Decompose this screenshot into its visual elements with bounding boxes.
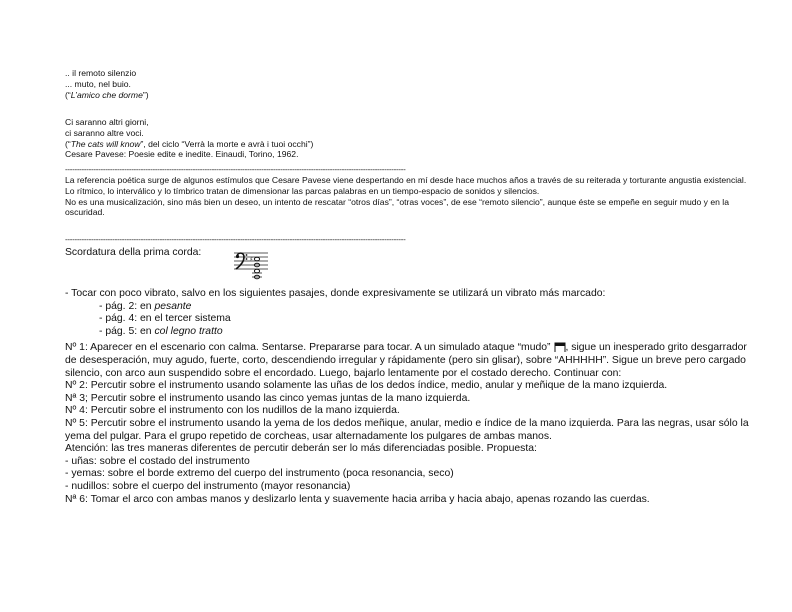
page-ref: - pág. 4: en el tercer sistema [99,313,231,325]
instruction-n5: Nº 5: Percutir sobre el instrumento usando la yema de los dedos meñique, anular, medio e índice de la mano izquierda. Para las negras, usar sólo la yema del pulgar. Para el grupo repetido de corcheas, usar alternadamente los pulgares de ambas manos. [65,417,749,442]
divider-line: ------------------------------------------------------------------------------------------------------------------------------------------------ [65,235,406,244]
vibrato-passage [65,326,755,339]
vibrato-passage [65,301,755,314]
poem-title: L’amico che dorme [70,89,143,100]
quote-open: (“ [65,138,71,149]
instruction-n6: Nª 6: Tomar el arco con ambas manos y deslizarlo lenta y suavemente hacia arriba y hacia abajo, apenas rozando las cuerdas. [65,493,650,505]
poem-excerpt-2 [65,117,755,160]
quote-open: (“ [65,89,71,100]
down-bow-icon [554,342,566,353]
proposal-item: - nudillos: sobre el cuerpo del instrumento (mayor resonancia) [65,480,351,492]
intro-paragraph: La referencia poética surge de algunos estímulos que Cesare Pavese viene despertando en mí desde hace muchos años a través de su reiterada y torturante angustia existencial. [65,175,747,185]
poem-title: The cats will know [70,138,141,149]
instruction-n3: Nª 3; Percutir sobre el instrumento usando las cinco yemas juntas de la mano izquierda. [65,392,471,404]
poem-line: Ci saranno altri giorni, [65,117,149,127]
chord-notes-icon [254,257,259,279]
sharp-icon: ♯ [250,256,253,263]
vibrato-passage [65,313,755,326]
intro-text [65,175,755,218]
poem-source [65,90,755,101]
poem-cycle: ”, del ciclo “Verrà la morte e avrà i tuoi occhi”) [140,138,314,149]
vibrato-note: - Tocar con poco vibrato, salvo en los siguientes pasajes, donde expresivamente se utilizará un vibrato más marcado: [65,288,606,299]
page-ref: - pág. 5: en [99,325,155,337]
poem-line: .. il remoto silenzio [65,68,137,78]
instruction-n4: Nº 4: Percutir sobre el instrumento con los nudillos de la mano izquierda. [65,405,400,417]
quote-close: ”) [142,89,149,100]
page-ref: - pág. 2: en [99,300,155,312]
instruction-n2: Nº 2: Percutir sobre el instrumento usando solamente las uñas de los dedos índice, medio, anular y meñique de la mano izquierda. [65,380,668,392]
performance-instructions [65,288,755,506]
page-detail: pesante [154,300,192,312]
poem-line: ci saranno altre voci. [65,127,144,138]
citation: Cesare Pavese: Poesie edite e inedite. Einaudi, Torino, 1962. [65,149,299,160]
instruction-text: Nº 1: Aparecer en el escenario con calma. Sentarse. Prepararse para tocar. A un simulado ataque “mudo” [65,342,551,354]
intro-paragraph: Lo rítmico, lo interválico y lo tímbrico tratan de dimensionar las parcas palabras en un tiempo-espacio de sonidos y silencios. [65,185,540,196]
instruction-atencion: Atención: las tres maneras diferentes de percutir deberán ser lo más diferenciadas posible. Propuesta: [65,443,537,455]
poem-source [65,139,755,150]
page-detail: col legno tratto [154,325,223,337]
instruction-text: , sigue un inesperado grito desgarrador de desesperación, muy agudo, fuerte, corto, descendiendo irregular y rápidamente (pero sin glisar), sobre “AHHHHH”. Sigue un breve pero cargado silencio, con arco aun suspendido sobre el encordado. Luego, bajarlo lentamente por el costado derecho. Continuar con: [65,342,747,379]
proposal-item: - yemas: sobre el borde extremo del cuerpo del instrumento (poca resonancia, seco) [65,468,454,480]
intro-paragraph: No es una musicalización, sino más bien un deseo, un intento de rescatar “otros días”, “otras voces”, de ese “remoto silencio”, aunque éste se empeñe en seguir mudo y en la oscuridad. [65,196,729,218]
divider-line: ------------------------------------------------------------------------------------------------------------------------------------------------ [65,165,406,174]
poem-excerpt-1 [65,68,755,100]
scordatura-label: Scordatura della prima corda: [65,247,202,258]
poem-line: ... muto, nel buio. [65,78,131,89]
scordatura-staff [234,249,270,281]
instruction-n1 [65,342,755,380]
proposal-item: - uñas: sobre el costado del instrumento [65,455,250,467]
